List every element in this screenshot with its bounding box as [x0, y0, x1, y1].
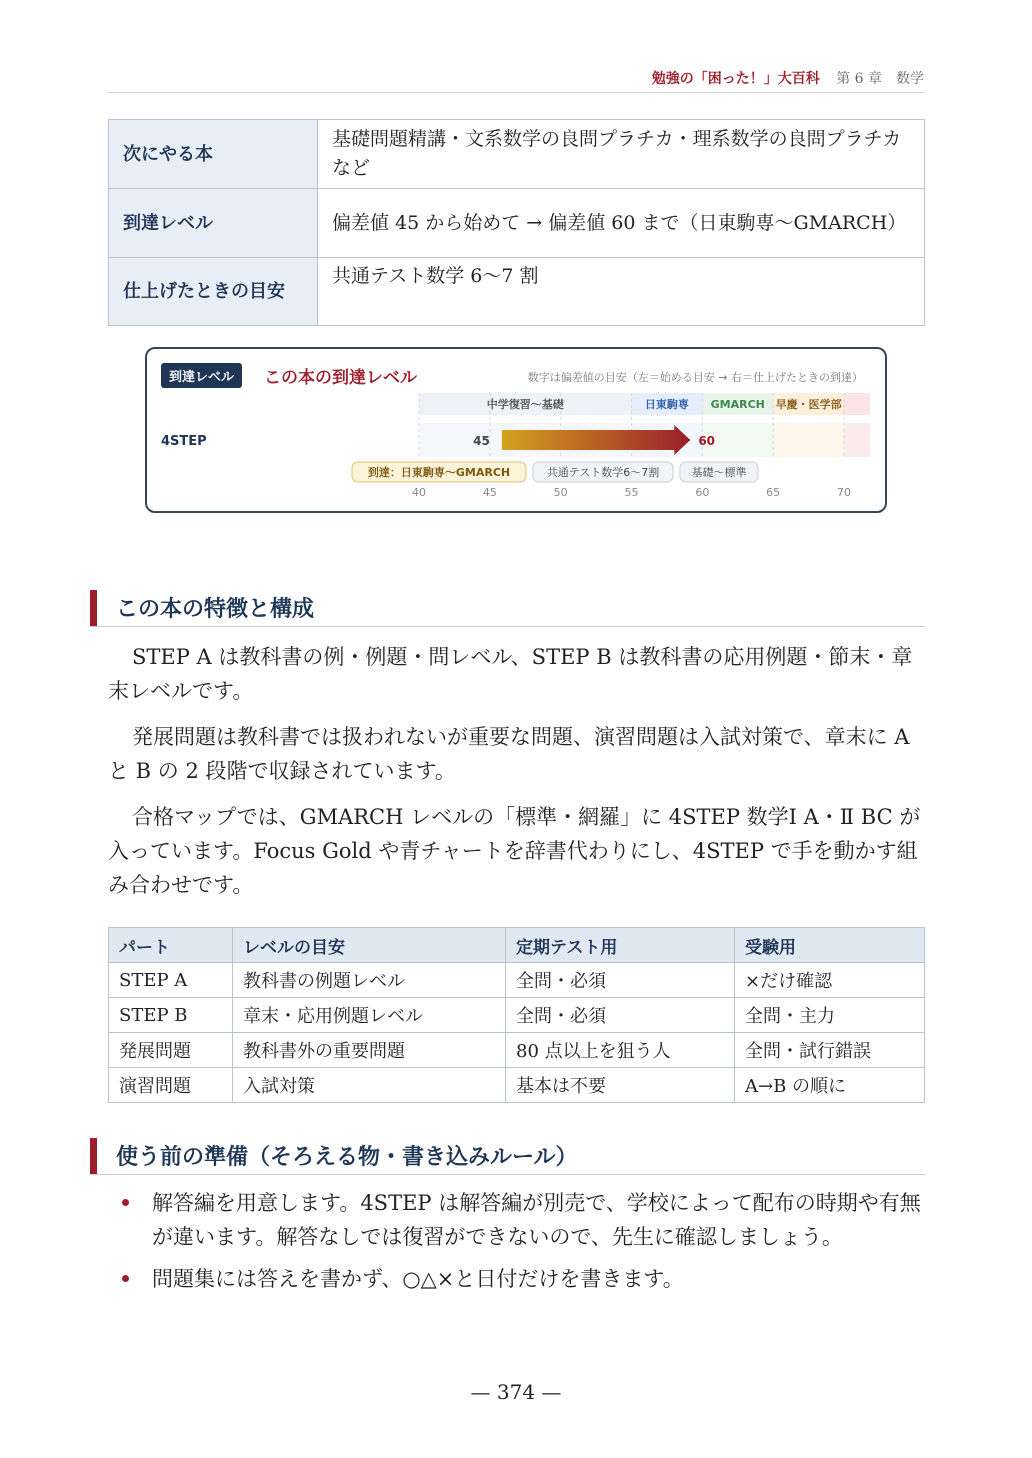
table-cell: 章末・応用例題レベル [233, 998, 506, 1033]
axis-tick-label: 55 [624, 486, 639, 499]
table-cell: 教科書の例題レベル [233, 963, 506, 998]
bullet-icon [122, 1275, 129, 1282]
end-value: 60 [698, 434, 716, 448]
list-item-text: 問題集には答えを書かず、○△×と日付だけを書きます。 [152, 1267, 684, 1291]
table-cell: 入試対策 [233, 1068, 506, 1103]
table-header-row [109, 928, 925, 963]
table-row [109, 998, 925, 1033]
table-cell: 発展問題 [109, 1033, 233, 1068]
section-heading-preparation [90, 1138, 925, 1175]
table-cell: 演習問題 [109, 1068, 233, 1103]
figure-title: この本の到達レベル [264, 368, 417, 388]
book-title: 勉強の「困った！」大百科 [651, 71, 820, 87]
paragraph: STEP A は教科書の例・例題・問レベル、STEP B は教科書の応用例題・節末・章末レベルです。 [108, 645, 913, 703]
table-cell: STEP B [109, 998, 233, 1033]
zone-track [773, 423, 844, 457]
bullet-icon [122, 1199, 129, 1206]
info-row [109, 120, 925, 189]
figure-note: 数字は偏差値の目安（左＝始める目安 → 右＝仕上げたときの到達） [527, 371, 863, 384]
start-value: 45 [473, 434, 490, 448]
axis-tick-label: 45 [482, 486, 497, 499]
heading-bar [90, 1138, 97, 1174]
page-number: — 374 — [470, 1380, 562, 1404]
column-header: 受験用 [735, 928, 925, 963]
chapter-label: 第 6 章 数学 [836, 71, 924, 87]
paragraph: 発展問題は教科書では扱われないが重要な問題、演習問題は入試対策で、章末に A と B の 2 段階で収録されています。 [108, 725, 910, 783]
parts-table [108, 927, 925, 1103]
zone-label: 日東駒専 [644, 398, 689, 411]
axis-tick-label: 60 [695, 486, 710, 499]
info-value: 基礎問題精講・文系数学の良問プラチカ・理系数学の良問プラチカ など [318, 120, 925, 189]
info-value: 共通テスト数学 6〜7 割 [318, 258, 925, 326]
axis-tick-label: 65 [766, 486, 781, 499]
level-figure [145, 347, 887, 513]
list-item-text: 解答編を用意します。4STEP は解答編が別売で、学校によって配布の時期や有無が違います。解答なしでは復習ができないので、先生に確認しましょう。 [152, 1191, 921, 1249]
chip-label: 基礎〜標準 [691, 466, 747, 479]
info-row [109, 189, 925, 258]
table-cell: A→B の順に [735, 1068, 925, 1103]
info-key: 到達レベル [109, 189, 318, 258]
figure-tag: 到達レベル [161, 363, 242, 388]
info-value: 偏差値 45 から始めて → 偏差値 60 まで（日東駒専〜GMARCH） [318, 189, 925, 258]
section-heading-features [90, 590, 925, 627]
level-chart [147, 349, 885, 511]
table-cell: 全問・必須 [506, 998, 735, 1033]
list-item [116, 1262, 924, 1296]
chip-label: 到達：日東駒専〜GMARCH [367, 466, 511, 479]
zone-label: 中学復習〜基礎 [486, 398, 564, 411]
table-cell: 全問・必須 [506, 963, 735, 998]
axis-tick-label: 70 [837, 486, 851, 499]
table-row [109, 1033, 925, 1068]
info-row [109, 258, 925, 326]
column-header: レベルの目安 [233, 928, 506, 963]
row-label: 4STEP [161, 434, 207, 449]
zone-label: 早慶・医学部 [775, 398, 842, 411]
heading-bar [90, 590, 97, 626]
running-header [108, 68, 924, 93]
table-cell: 基本は不要 [506, 1068, 735, 1103]
bullet-list [116, 1186, 924, 1304]
info-table [108, 119, 925, 326]
list-item [116, 1186, 924, 1254]
table-cell: 80 点以上を狙う人 [506, 1033, 735, 1068]
table-cell: STEP A [109, 963, 233, 998]
zone-edge [844, 423, 870, 457]
table-cell: 教科書外の重要問題 [233, 1033, 506, 1068]
info-key: 次にやる本 [109, 120, 318, 189]
table-row [109, 963, 925, 998]
column-header: 定期テスト用 [506, 928, 735, 963]
section-title: この本の特徴と構成 [116, 597, 315, 622]
zone-label: GMARCH [710, 398, 765, 411]
section-title: 使う前の準備（そろえる物・書き込みルール） [116, 1145, 578, 1170]
zone-edge [844, 393, 870, 415]
axis-tick-label: 50 [553, 486, 568, 499]
table-cell: 全問・主力 [735, 998, 925, 1033]
chip-label: 共通テスト数学6〜7割 [546, 466, 660, 479]
info-key: 仕上げたときの目安 [109, 258, 318, 326]
table-row [109, 1068, 925, 1103]
column-header: パート [109, 928, 233, 963]
table-cell: 全問・試行錯誤 [735, 1033, 925, 1068]
paragraph: 合格マップでは、GMARCH レベルの「標準・網羅」に 4STEP 数学Ⅰ A・Ⅱ BC が入っています。Focus Gold や青チャートを辞書代わりにし、4STEP で手を動かす組み合わせです。 [108, 805, 921, 897]
table-cell: ×だけ確認 [735, 963, 925, 998]
axis-tick-label: 40 [412, 486, 426, 499]
